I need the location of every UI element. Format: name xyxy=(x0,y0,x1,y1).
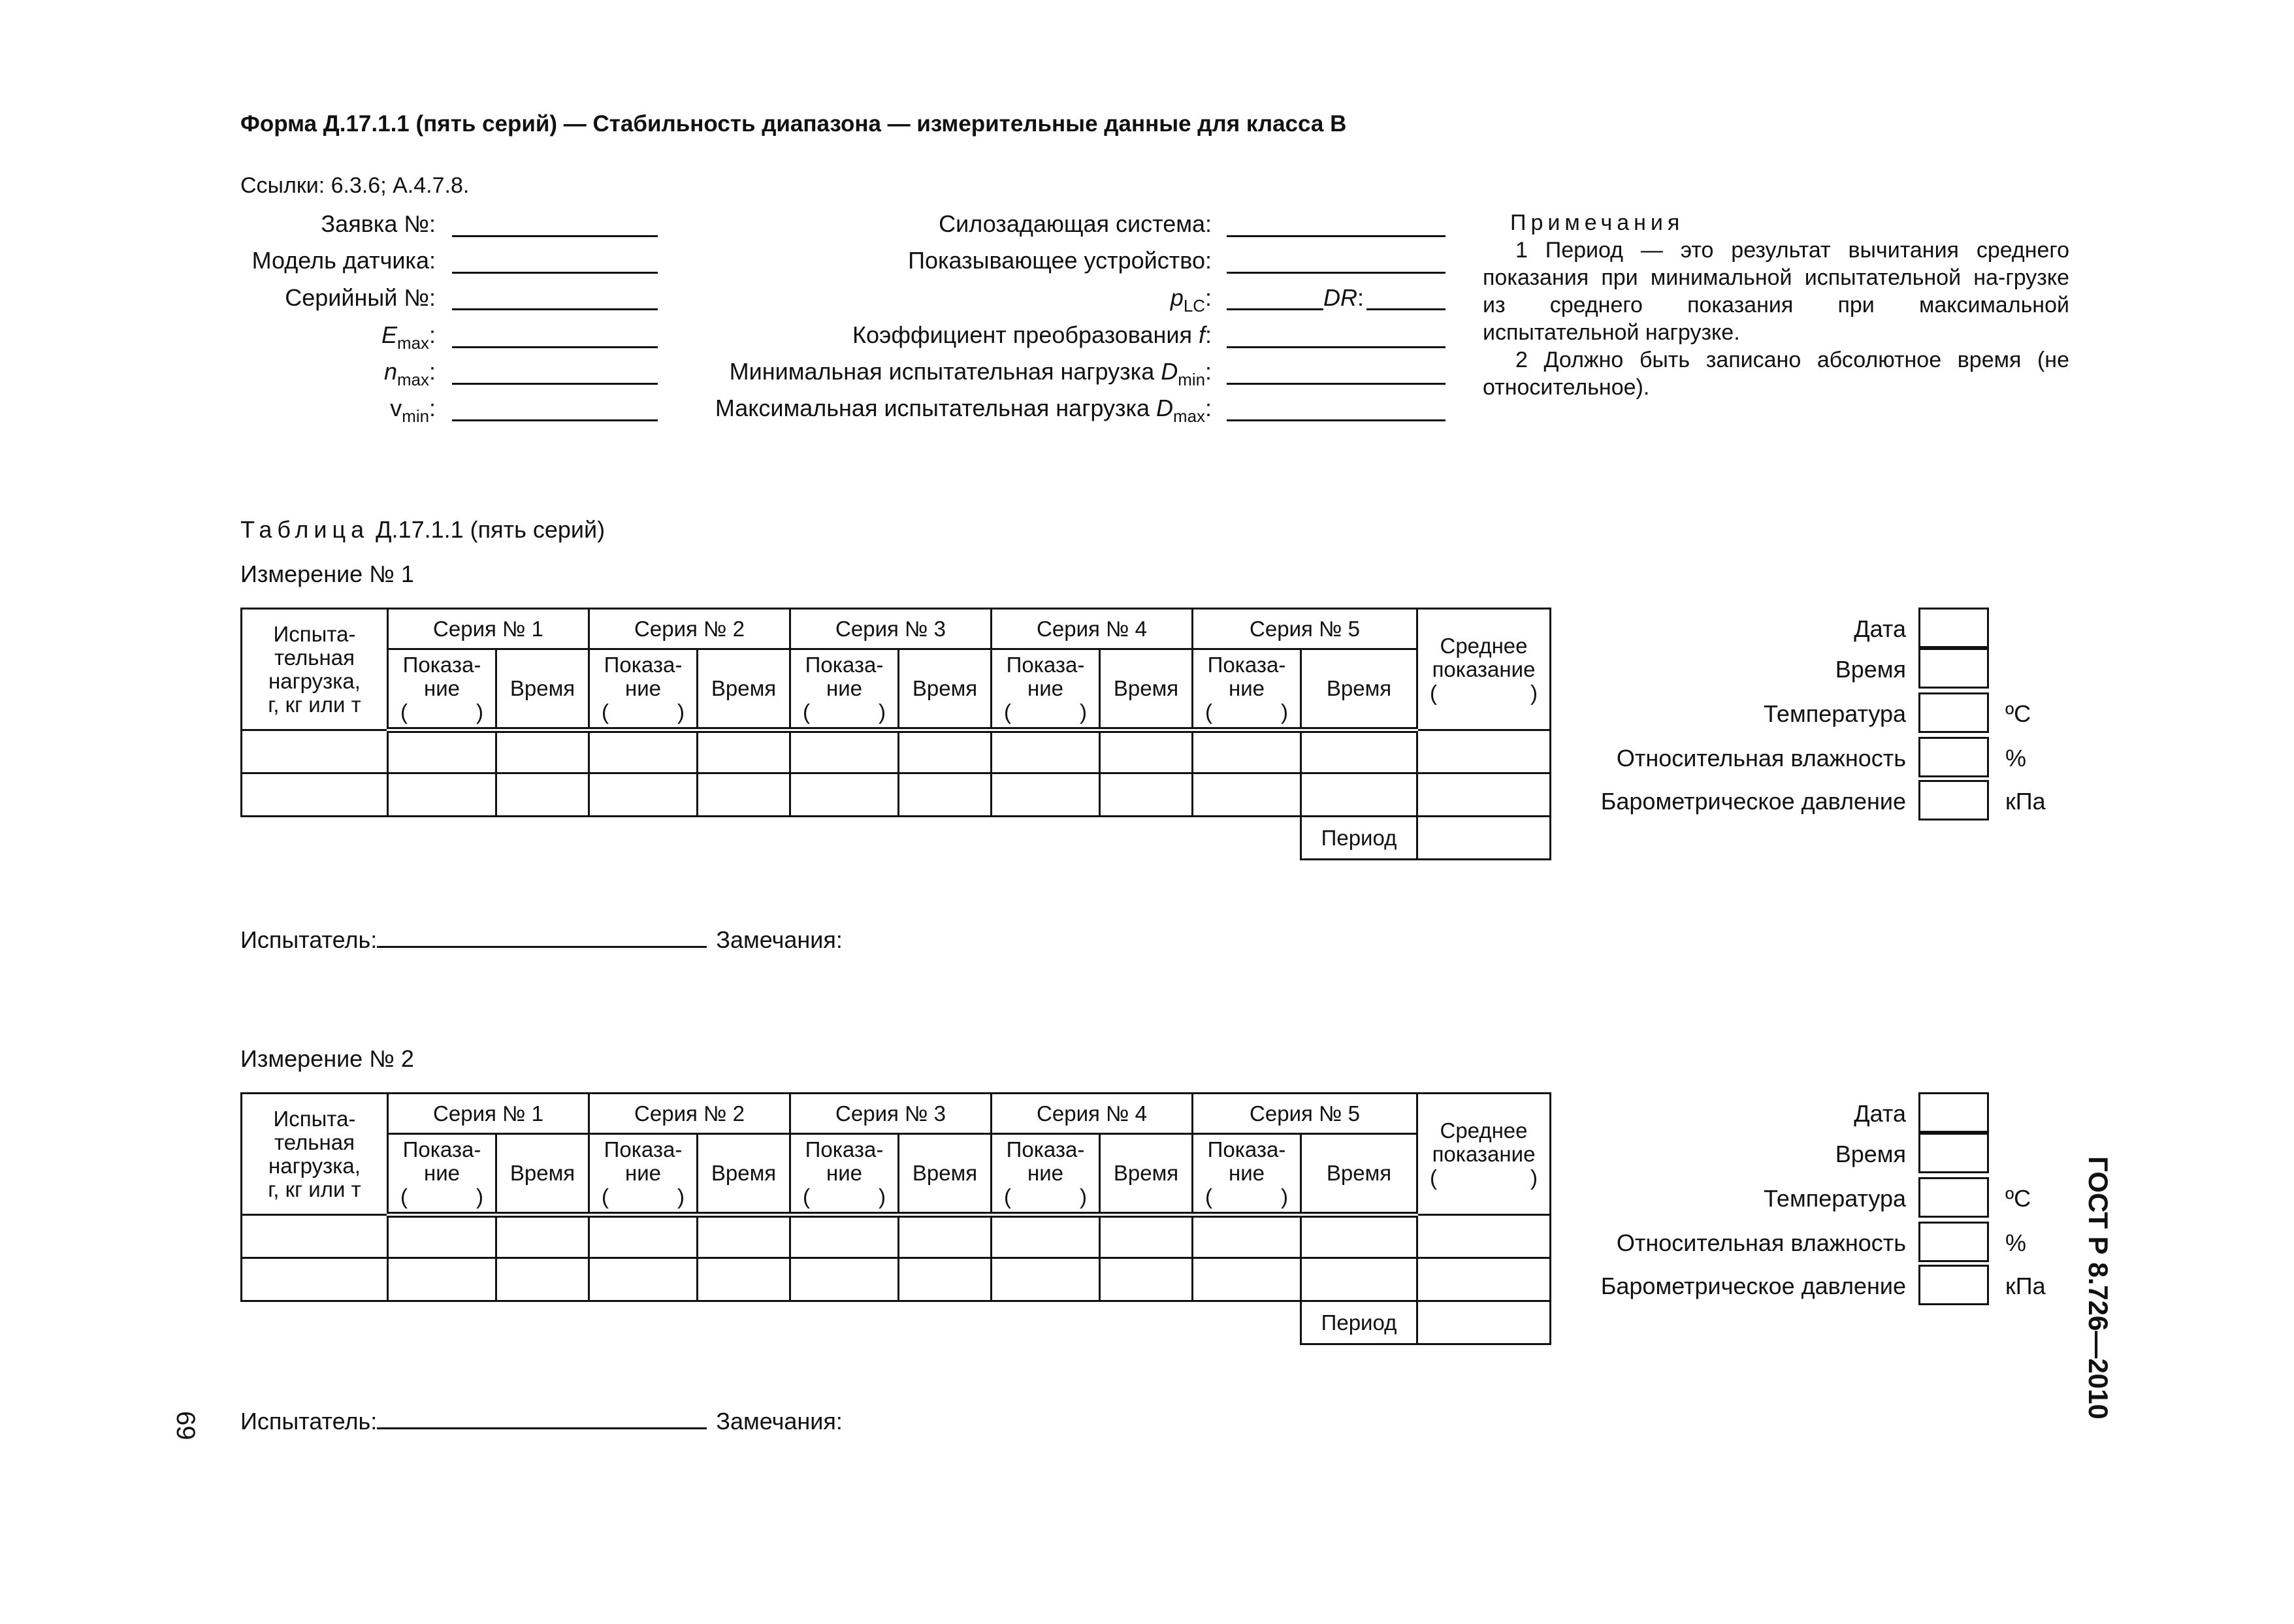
unit-brackets xyxy=(791,1185,897,1209)
side-box[interactable] xyxy=(1918,1222,1989,1262)
blank-area xyxy=(242,817,1301,860)
reading-line: Показа- xyxy=(1006,1137,1085,1161)
sub-max: max xyxy=(397,371,429,390)
reading-line: ние xyxy=(624,676,661,700)
series-header: Серия № 4 xyxy=(992,609,1193,649)
reading-line: ние xyxy=(423,1161,460,1185)
paren-open: ( xyxy=(1430,680,1437,705)
data-cell[interactable] xyxy=(1301,730,1417,773)
tester-signature-line[interactable] xyxy=(377,946,707,948)
paren-close: ) xyxy=(879,700,886,724)
paren-open: ( xyxy=(1004,700,1011,724)
data-cell[interactable] xyxy=(1417,1258,1551,1301)
side-label: Время xyxy=(1835,1141,1906,1167)
remarks-label: Замечания: xyxy=(716,1408,843,1435)
field-vmin[interactable] xyxy=(452,419,658,421)
series-header: Серия № 1 xyxy=(388,609,589,649)
time-header: Время xyxy=(496,1134,589,1215)
series-header: Серия № 2 xyxy=(589,609,790,649)
reading-line: Показа- xyxy=(604,653,683,677)
average-line: Среднее xyxy=(1440,1118,1528,1143)
average-line: Среднее xyxy=(1440,633,1528,658)
side-label: Дата xyxy=(1854,1100,1906,1127)
colon: : xyxy=(1204,395,1212,421)
side-label: Относительная влажность xyxy=(1616,745,1906,771)
time-header: Время xyxy=(1100,1134,1193,1215)
paren-open: ( xyxy=(1004,1184,1011,1209)
data-cell[interactable] xyxy=(1100,773,1193,817)
colon: : xyxy=(1204,284,1212,311)
data-cell[interactable] xyxy=(790,773,899,817)
reading-line: Показа- xyxy=(1207,1137,1286,1161)
paren-close: ) xyxy=(1530,1165,1538,1190)
data-cell[interactable] xyxy=(1301,1215,1417,1258)
paren-close: ) xyxy=(476,1184,483,1209)
field-serial-no[interactable] xyxy=(452,308,658,310)
data-cell[interactable] xyxy=(388,1258,496,1301)
table-row xyxy=(242,730,1551,773)
unit-brackets xyxy=(992,700,1099,724)
label-dmin xyxy=(730,358,1212,390)
label-force-system: Силозадающая система: xyxy=(939,210,1212,237)
form-title: Форма Д.17.1.1 (пять серий) — Стабильность диапазона — измерительные данные для класса В xyxy=(240,111,1347,137)
tester-label: Испытатель: xyxy=(240,926,378,953)
sub-min: min xyxy=(1178,371,1205,390)
reading-header xyxy=(790,649,899,730)
label-plc xyxy=(1171,284,1212,316)
side-box[interactable] xyxy=(1918,780,1989,820)
data-cell[interactable] xyxy=(790,730,899,773)
data-cell[interactable] xyxy=(496,730,589,773)
side-box[interactable] xyxy=(1918,1092,1989,1133)
data-cell[interactable] xyxy=(698,730,790,773)
data-cell[interactable] xyxy=(1193,730,1301,773)
average-header xyxy=(1417,609,1551,730)
load-header xyxy=(242,609,388,730)
unit-brackets xyxy=(1418,681,1549,705)
time-header: Время xyxy=(899,1134,992,1215)
reading-line: Показа- xyxy=(1006,653,1085,677)
standard-designation: ГОСТ Р 8.726—2010 xyxy=(2083,1156,2114,1420)
label-nmax xyxy=(384,358,436,390)
load-header-line: тельная xyxy=(274,645,355,670)
side-unit: кПа xyxy=(2005,788,2046,815)
average-line: показание xyxy=(1432,1141,1536,1166)
unit-brackets xyxy=(992,1185,1099,1209)
data-cell[interactable] xyxy=(242,730,388,773)
colon: : xyxy=(1357,284,1365,311)
data-cell[interactable] xyxy=(992,730,1100,773)
colon: : xyxy=(428,321,436,348)
label-dmax xyxy=(715,395,1212,427)
label-sensor-model: Модель датчика: xyxy=(251,247,436,274)
series-header: Серия № 4 xyxy=(992,1094,1193,1134)
side-unit: ºС xyxy=(2005,1185,2031,1212)
tester-row-1 xyxy=(240,926,843,954)
colon: : xyxy=(428,358,436,385)
data-cell[interactable] xyxy=(1100,1258,1193,1301)
paren-close: ) xyxy=(1530,680,1538,705)
data-cell[interactable] xyxy=(496,773,589,817)
reading-header xyxy=(992,1134,1100,1215)
data-cell[interactable] xyxy=(388,730,496,773)
unit-brackets xyxy=(1193,1185,1300,1209)
data-cell[interactable] xyxy=(589,730,698,773)
data-cell[interactable] xyxy=(698,1258,790,1301)
data-cell[interactable] xyxy=(899,730,992,773)
data-cell[interactable] xyxy=(1193,773,1301,817)
reading-line: Показа- xyxy=(402,653,481,677)
average-line: показание xyxy=(1432,657,1536,681)
field-plc[interactable] xyxy=(1227,308,1323,310)
table-row xyxy=(242,773,1551,817)
side-label: Дата xyxy=(1854,615,1906,642)
field-dmin[interactable] xyxy=(1227,383,1446,385)
table-caption xyxy=(240,516,605,544)
side-label: Относительная влажность xyxy=(1616,1229,1906,1256)
reading-line: Показа- xyxy=(805,1137,884,1161)
side-label: Время xyxy=(1835,656,1906,683)
paren-close: ) xyxy=(476,700,483,724)
reading-line: ние xyxy=(1027,676,1063,700)
field-dmax[interactable] xyxy=(1227,419,1446,421)
symbol-dr: DR xyxy=(1323,284,1357,311)
blank-area xyxy=(242,1301,1301,1344)
field-nmax[interactable] xyxy=(452,383,658,385)
side-box[interactable] xyxy=(1918,648,1989,689)
load-header-line: нагрузка, xyxy=(268,1153,361,1178)
data-cell[interactable] xyxy=(992,1215,1100,1258)
reading-line: ние xyxy=(826,1161,862,1185)
data-cell[interactable] xyxy=(1301,1258,1417,1301)
reading-line: Показа- xyxy=(604,1137,683,1161)
unit-brackets xyxy=(1418,1166,1549,1190)
reading-line: ние xyxy=(1228,1161,1265,1185)
time-header: Время xyxy=(698,649,790,730)
paren-close: ) xyxy=(677,1184,685,1209)
measurement-table xyxy=(240,608,1551,860)
data-cell[interactable] xyxy=(899,1258,992,1301)
side-label: Барометрическое давление xyxy=(1600,1273,1906,1299)
side-box[interactable] xyxy=(1918,608,1989,648)
load-header-line: г, кг или т xyxy=(268,1177,361,1201)
table-caption-word: Таблица xyxy=(240,516,370,543)
remarks-label: Замечания: xyxy=(716,926,843,953)
data-cell[interactable] xyxy=(1417,773,1551,817)
side-unit: ºС xyxy=(2005,700,2031,727)
reading-header xyxy=(992,649,1100,730)
field-dr[interactable] xyxy=(1366,308,1446,310)
time-header: Время xyxy=(1100,649,1193,730)
label-indicator: Показывающее устройство: xyxy=(908,247,1212,274)
field-sensor-model[interactable] xyxy=(452,272,658,274)
paren-close: ) xyxy=(1281,700,1288,724)
data-cell[interactable] xyxy=(496,1258,589,1301)
data-cell[interactable] xyxy=(242,1215,388,1258)
field-indicator[interactable] xyxy=(1227,272,1446,274)
label-vmin xyxy=(390,395,436,427)
time-header: Время xyxy=(1301,1134,1417,1215)
table-caption-rest: Д.17.1.1 (пять серий) xyxy=(369,516,606,543)
data-cell[interactable] xyxy=(1417,730,1551,773)
paren-open: ( xyxy=(400,1184,408,1209)
reading-header xyxy=(388,649,496,730)
period-cell[interactable] xyxy=(1417,1301,1551,1344)
paren-close: ) xyxy=(1281,1184,1288,1209)
data-cell[interactable] xyxy=(899,1215,992,1258)
side-box[interactable] xyxy=(1918,1177,1989,1218)
label-conversion-factor xyxy=(852,321,1212,349)
data-cell[interactable] xyxy=(589,1258,698,1301)
paren-open: ( xyxy=(1430,1165,1437,1190)
data-cell[interactable] xyxy=(992,773,1100,817)
sub-lc: LC xyxy=(1183,297,1205,316)
unit-brackets xyxy=(1193,700,1300,724)
paren-open: ( xyxy=(803,700,810,724)
data-cell[interactable] xyxy=(589,1215,698,1258)
series-header: Серия № 3 xyxy=(790,1094,992,1134)
paren-close: ) xyxy=(677,700,685,724)
note-1: 1 Период — это результат вычитания среднего показания при минимальной испытательной на-грузке из среднего показания при максимальной испытательной нагрузке. xyxy=(1483,238,2069,345)
paren-open: ( xyxy=(602,700,609,724)
table-row xyxy=(242,1215,1551,1258)
paren-open: ( xyxy=(400,700,408,724)
references: Ссылки: 6.3.6; А.4.7.8. xyxy=(240,173,470,198)
load-header-line: г, кг или т xyxy=(268,692,361,717)
data-cell[interactable] xyxy=(1193,1215,1301,1258)
field-force-system[interactable] xyxy=(1227,235,1446,237)
data-cell[interactable] xyxy=(242,1258,388,1301)
data-cell[interactable] xyxy=(992,1258,1100,1301)
notes-heading: Примечания xyxy=(1510,210,1685,235)
average-header xyxy=(1417,1094,1551,1215)
load-header-line: Испыта- xyxy=(273,621,356,646)
label-emax xyxy=(381,321,436,353)
side-box[interactable] xyxy=(1918,737,1989,777)
dmin-text: Минимальная испытательная нагрузка xyxy=(729,358,1161,385)
period-row xyxy=(242,1301,1551,1344)
data-cell[interactable] xyxy=(1417,1215,1551,1258)
field-application-no[interactable] xyxy=(452,235,658,237)
data-cell[interactable] xyxy=(899,773,992,817)
reading-line: Показа- xyxy=(805,653,884,677)
paren-close: ) xyxy=(1080,700,1087,724)
reading-line: ние xyxy=(624,1161,661,1185)
unit-brackets xyxy=(791,700,897,724)
tester-label: Испытатель: xyxy=(240,1408,378,1435)
reading-header xyxy=(388,1134,496,1215)
time-header: Время xyxy=(496,649,589,730)
data-cell[interactable] xyxy=(698,773,790,817)
reading-line: Показа- xyxy=(1207,653,1286,677)
table-row xyxy=(242,1258,1551,1301)
side-label: Температура xyxy=(1763,1185,1906,1212)
series-header: Серия № 5 xyxy=(1193,609,1417,649)
label-serial-no: Серийный №: xyxy=(285,284,436,311)
reading-header xyxy=(589,1134,698,1215)
data-cell[interactable] xyxy=(1100,1215,1193,1258)
measurement-1-label: Измерение № 1 xyxy=(240,560,414,587)
paren-close: ) xyxy=(1080,1184,1087,1209)
colon: : xyxy=(1204,321,1212,348)
data-cell[interactable] xyxy=(496,1215,589,1258)
symbol-v: v xyxy=(390,395,402,421)
unit-brackets xyxy=(590,700,696,724)
reading-line: ние xyxy=(826,676,862,700)
series-header: Серия № 5 xyxy=(1193,1094,1417,1134)
load-header-line: нагрузка, xyxy=(268,668,361,693)
data-cell[interactable] xyxy=(698,1215,790,1258)
data-cell[interactable] xyxy=(1100,730,1193,773)
load-header-line: Испыта- xyxy=(273,1106,356,1131)
series-header: Серия № 3 xyxy=(790,609,992,649)
sub-max: max xyxy=(397,334,429,353)
side-label: Температура xyxy=(1763,700,1906,727)
series-header: Серия № 2 xyxy=(589,1094,790,1134)
unit-brackets xyxy=(389,1185,495,1209)
load-header-line: тельная xyxy=(274,1129,355,1154)
time-header: Время xyxy=(698,1134,790,1215)
reading-header xyxy=(589,649,698,730)
unit-brackets xyxy=(389,700,495,724)
sub-max: max xyxy=(1173,408,1205,427)
reading-header xyxy=(1193,649,1301,730)
paren-open: ( xyxy=(1205,700,1212,724)
sub-min: min xyxy=(402,408,429,427)
side-unit: % xyxy=(2005,1229,2027,1256)
reading-line: Показа- xyxy=(402,1137,481,1161)
side-unit: кПа xyxy=(2005,1273,2046,1299)
paren-open: ( xyxy=(1205,1184,1212,1209)
tester-signature-line[interactable] xyxy=(377,1427,707,1429)
data-cell[interactable] xyxy=(388,773,496,817)
period-cell[interactable] xyxy=(1417,817,1551,860)
data-cell[interactable] xyxy=(1301,773,1417,817)
reading-header xyxy=(790,1134,899,1215)
symbol-p: p xyxy=(1170,284,1184,311)
data-cell[interactable] xyxy=(589,773,698,817)
load-header xyxy=(242,1094,388,1215)
symbol-e: E xyxy=(381,321,398,348)
symbol-d: D xyxy=(1161,358,1178,385)
notes xyxy=(1483,209,2069,401)
note-2: 2 Должно быть записано абсолютное время (не относительное). xyxy=(1483,348,2069,400)
period-label: Период xyxy=(1301,1301,1417,1344)
reading-line: ние xyxy=(1228,676,1265,700)
label-application-no: Заявка №: xyxy=(321,210,436,237)
symbol-d: D xyxy=(1156,395,1174,421)
reading-header xyxy=(1193,1134,1301,1215)
tester-row-2 xyxy=(240,1408,843,1435)
paren-close: ) xyxy=(879,1184,886,1209)
series-header: Серия № 1 xyxy=(388,1094,589,1134)
data-cell[interactable] xyxy=(388,1215,496,1258)
paren-open: ( xyxy=(602,1184,609,1209)
side-label: Барометрическое давление xyxy=(1600,788,1906,815)
page-number: 69 xyxy=(171,1411,200,1440)
data-cell[interactable] xyxy=(790,1215,899,1258)
time-header: Время xyxy=(899,649,992,730)
conversion-text: Коэффициент преобразования xyxy=(852,321,1199,348)
side-box[interactable] xyxy=(1918,1265,1989,1305)
side-box[interactable] xyxy=(1918,1133,1989,1173)
unit-brackets xyxy=(590,1185,696,1209)
symbol-f: f xyxy=(1198,321,1205,348)
label-dr xyxy=(1323,284,1364,312)
period-label: Период xyxy=(1301,817,1417,860)
colon: : xyxy=(1204,358,1212,385)
data-cell[interactable] xyxy=(242,773,388,817)
period-row xyxy=(242,817,1551,860)
side-unit: % xyxy=(2005,745,2027,771)
dmax-text: Максимальная испытательная нагрузка xyxy=(715,395,1157,421)
measurement-table xyxy=(240,1092,1551,1345)
symbol-n: n xyxy=(384,358,398,385)
side-box[interactable] xyxy=(1918,692,1989,733)
field-conversion-factor[interactable] xyxy=(1227,346,1446,348)
reading-line: ние xyxy=(1027,1161,1063,1185)
paren-open: ( xyxy=(803,1184,810,1209)
measurement-2-label: Измерение № 2 xyxy=(240,1045,414,1072)
colon: : xyxy=(428,395,436,421)
data-cell[interactable] xyxy=(1193,1258,1301,1301)
reading-line: ние xyxy=(423,676,460,700)
field-emax[interactable] xyxy=(452,346,658,348)
time-header: Время xyxy=(1301,649,1417,730)
data-cell[interactable] xyxy=(790,1258,899,1301)
